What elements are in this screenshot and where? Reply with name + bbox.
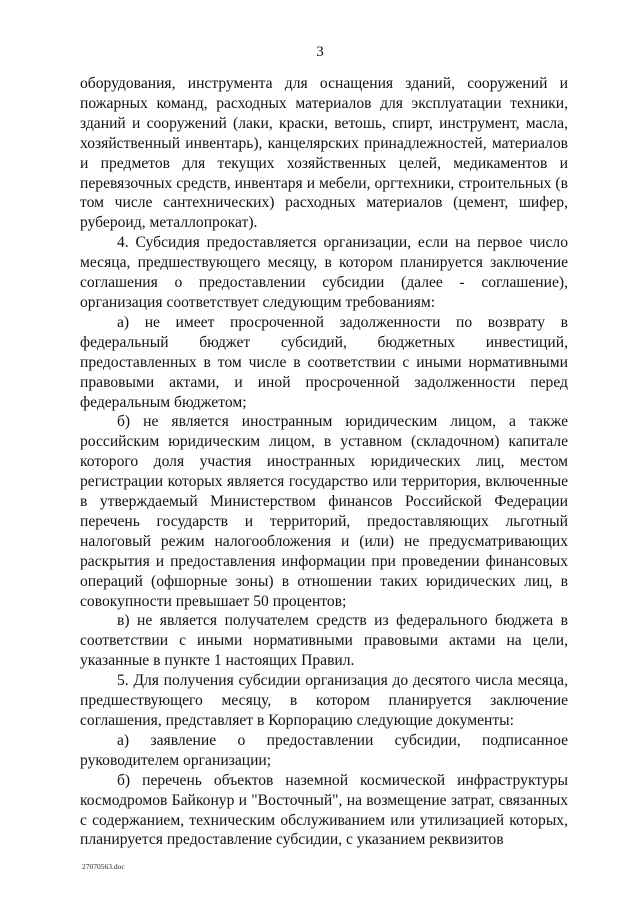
paragraph-item-4: 4. Субсидия предоставляется организации, если на первое число месяца, предшествующего месяцу, в котором планируется заключение соглашения о предоставлении субсидии (далее - соглашение), организация соответствует следующим требованиям: <box>80 234 568 311</box>
paragraph-item-5a: а) заявление о предоставлении субсидии, подписанное руководителем организации; <box>80 731 568 769</box>
paragraph-item-4v: в) не является получателем средств из федерального бюджета в соответствии с иными нормативными правовыми актами на цели, указанные в пункте 1 настоящих Правил. <box>80 612 568 670</box>
page-number: 3 <box>316 44 324 60</box>
footer-file-code: 27070563.doc <box>82 862 125 871</box>
paragraph: оборудования, инструмента для оснащения зданий, сооружений и пожарных команд, расходных материалов для эксплуатации техники, зданий и сооружений (лаки, краски, ветошь, спирт, инструмент, масла, хозяйственный инвентарь), канцелярских принадлежностей, материалов и предметов для текущих хозяйственных целей, медикаментов и перевязочных средств, инвентаря и мебели, оргтехники, строительных (в том числе сантехнических) расходных материалов (цемент, шифер, рубероид, металлопрокат). <box>80 75 568 232</box>
paragraph-item-4a: а) не имеет просроченной задолженности по возврату в федеральный бюджет субсидий, бюджетных инвестиций, предоставленных в том числе в соответствии с иными нормативными правовыми актами, и иной просроченной задолженности перед федеральным бюджетом; <box>80 313 568 411</box>
paragraph-item-5b: б) перечень объектов наземной космической инфраструктуры космодромов Байконур и "Восточный", на возмещение затрат, связанных с содержанием, техническим обслуживанием или утилизацией которых, планируется предоставление субсидии, с указанием реквизитов <box>80 771 568 849</box>
document-body <box>80 74 568 850</box>
paragraph-item-4b: б) не является иностранным юридическим лицом, а также российским юридическим лицом, в уставном (складочном) капитале которого доля участия иностранных юридических лиц, местом регистрации которых является государство или территория, включенные в утверждаемый Министерством финансов Российской Федерации перечень государств и территорий, предоставляющих льготный налоговый режим налогообложения и (или) не предусматривающих раскрытия и предоставления информации при проведении финансовых операций (офшорные зоны) в отношении таких юридических лиц, в совокупности превышает 50 процентов; <box>80 413 568 610</box>
paragraph-item-5: 5. Для получения субсидии организация до десятого числа месяца, предшествующего месяцу, в котором планируется заключение соглашения, представляет в Корпорацию следующие документы: <box>80 672 568 729</box>
